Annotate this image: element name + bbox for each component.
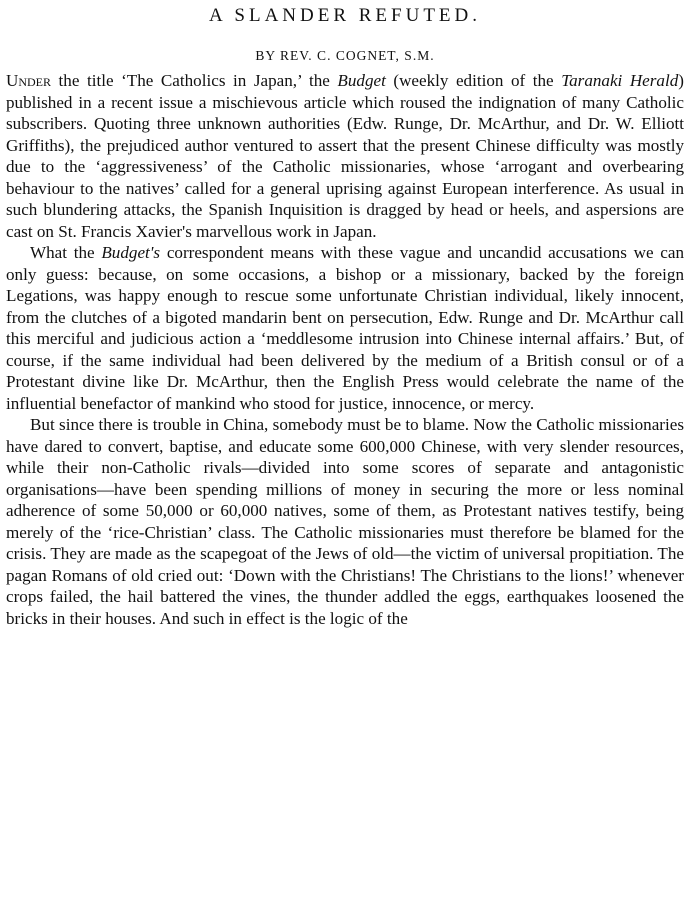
article-title: A SLANDER REFUTED. [208, 5, 482, 26]
budget-title: Budget [337, 71, 386, 90]
budgets-title: Budget's [101, 243, 161, 262]
paragraph-1-text-b: (weekly edition of the [385, 71, 562, 90]
paragraph-3-text: But since there is trouble in China, somebody must be to blame. Now the Catholic missionaries have dared to convert, baptise, and educate some 600,000 Chinese, with very slender resources, while their non-Catholic rivals—divided into some scores of separate and antagonistic organisations—have been spending millions of money in securing the more or less nominal adherence of some 50,000 or 60,000 natives, some of them, as Protestant natives testify, being merely of the ‘rice-Christian’ class. The Catholic missionaries must therefore be blamed for the crisis. They are made as the scapegoat of the Jews of old—the victim of universal propitiation. The pagan Romans of old cried out: ‘Down with the Christians! The Christians to the lions!’ whenever crops failed, the hail battered the vines, the thunder addled the eggs, earthquakes loosened the bricks in their houses. And such in effect is the logic of the [6, 415, 684, 628]
paragraph-2 [6, 242, 684, 414]
paragraph-1-text-a: the title ‘The Catholics in Japan,’ the [51, 71, 338, 90]
paragraph-2-text-a: What the [30, 243, 102, 262]
paragraph-1-text-c: ) published in a recent issue a mischievous article which roused the indignation of many Catholic subscribers. Quoting three unknown authorities (Edw. Runge, Dr. McArthur, and Dr. W. Elliott Griffiths), the prejudiced author ventured to assert that the present Chinese difficulty was mostly due to the ‘aggressiveness’ of the Catholic missionaries, whose ‘arrogant and overbearing behaviour to the natives’ called for a general uprising against European interference. As usual in such blundering attacks, the Spanish Inquisition is dragged by head or heels, and aspersions are cast on St. Francis Xavier's marvellous work in Japan. [6, 71, 684, 241]
paragraph-1-lead: Under [6, 71, 52, 90]
paragraph-2-text-b: correspondent means with these vague and uncandid accusations we can only guess: because, on some occasions, a bishop or a missionary, backed by the foreign Legations, was happy enough to rescue some unfortunate Christian individual, likely innocent, from the clutches of a bigoted mandarin bent on persecution, Edw. Runge and Dr. McArthur call this merciful and judicious action a ‘meddlesome intrusion into Chinese internal affairs.’ But, of course, if the same individual had been delivered by the medium of a British consul or of a Protestant divine like Dr. McArthur, then the English Press would celebrate the name of the influential benefactor of mankind who stood for justice, innocence, or mercy. [6, 243, 684, 413]
article-byline: BY REV. C. COGNET, S.M. [255, 48, 435, 63]
paragraph-1 [6, 70, 684, 242]
paragraph-3 [6, 414, 684, 629]
taranaki-herald-title: Taranaki Herald [561, 71, 679, 90]
